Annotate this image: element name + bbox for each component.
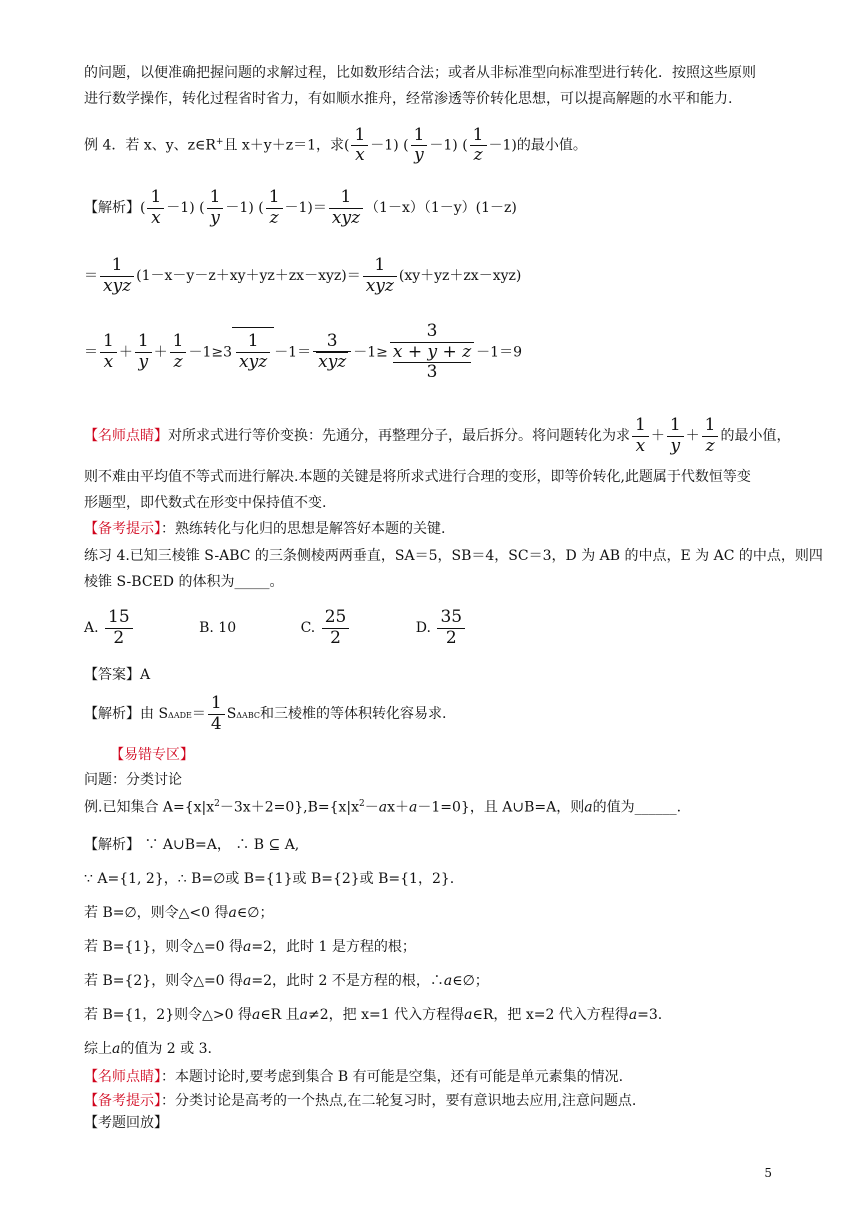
- answer: 【答案】A: [84, 667, 151, 683]
- exercise-line: 棱锥 S-BCED 的体积为_____。: [84, 574, 284, 590]
- analysis-line-3: ＝ $\frac{1}{x}$ ＋ $\frac{1}{y}$ ＋ $\frac{1}{z}$ －1≥3 $\frac{1}{\text{xyz}}$ －1＝ $\frac{3}{\text{xyz}}$ －1≥ 3 x + y + z 3 －1＝9: [84, 321, 522, 383]
- paragraph-line: 进行数学操作，转化过程省时省力，有如顺水推舟，经常渗透等价转化思想，可以提高解题的水平和能力.: [84, 91, 733, 107]
- solution-line: 综上a的值为 2 或 3.: [84, 1041, 212, 1057]
- solution-line: 若 B=∅，则令△<0 得a∈∅；: [84, 905, 274, 921]
- example-line: 例.已知集合 $A=\{x|x^2-3x+2=0\},B=\{x|x^2-ax+a-1=0\}$，且 A∪B=A，则a的值为______.: [84, 799, 682, 816]
- analysis-2: 【解析】由 SΔADE＝ $\frac{1}{4}$ SΔABC和三棱椎的等体积转化容易求.: [84, 692, 447, 734]
- solution-line: 若 B={1}，则令△=0 得a=2，此时 1 是方程的根；: [84, 939, 416, 955]
- tips-line-2: 【名师点睛】：本题讨论时,要考虑到集合 B 有可能是空集，还有可能是单元素集的情况.: [84, 1069, 624, 1085]
- paragraph-line: 则不难由平均值不等式而进行解决.本题的关键是将所求式进行合理的变形，即等价转化,此题属于代数恒等变: [84, 469, 751, 485]
- solution-line: 若 B={1，2}则令△>0 得a∈R 且a≠2，把 x=1 代入方程得a∈R，把 x=2 代入方程得a=3.: [84, 1007, 663, 1023]
- prep-line-2: 【备考提示】：分类讨论是高考的一个热点,在二轮复习时，要有意识地去应用,注意问题点.: [84, 1093, 637, 1109]
- analysis-line-2: ＝ $\frac{1}{\text{xyz}}$ (1－x－y－z＋xy＋yz＋zx－xyz)＝ $\frac{1}{\text{xyz}}$ (xy＋yz＋zx－xyz): [84, 254, 522, 296]
- review-title: 【考题回放】: [84, 1115, 168, 1131]
- analysis-line-1: 【解析】( $\frac{1}{x}$ －1) ( $\frac{1}{y}$ －1) ( $\frac{1}{z}$ －1)＝ $\frac{1}{\text{xyz}}$ （1－x）（1－y）(1－z): [84, 186, 517, 228]
- paragraph-line: 形题型，即代数式在形变中保持值不变.: [84, 495, 327, 511]
- solution-line: 【解析】 ∵ A∪B=A， ∴ B ⊆ A,: [84, 837, 300, 853]
- solution-line: ∵ A={1, 2}，∴ B=∅或 B={1}或 B={2}或 B={1，2}.: [84, 871, 455, 887]
- tips-tag: 【名师点睛】: [84, 428, 168, 444]
- section-title: 【易错专区】: [110, 747, 194, 763]
- example-4: 例 4．若 x、y、z∈R+且 x＋y＋z＝1，求( $\frac{1}{x}$ －1) ( $\frac{1}{y}$ －1) ( $\frac{1}{z}$ －1)的最小值。: [84, 124, 587, 166]
- options: A. $\frac{15}{2}$ B. 10 C. $\frac{25}{2}$ D. $\frac{35}{2}$: [84, 606, 467, 650]
- paragraph-line: 的问题，以便准确把握问题的求解过程，比如数形结合法；或者从非标准型向标准型进行转化．按照这些原则: [84, 65, 756, 81]
- page-number: 5: [764, 1166, 772, 1180]
- problem-line: 问题：分类讨论: [84, 772, 182, 788]
- exercise-line: 练习 4.已知三棱锥 S-ABC 的三条侧棱两两垂直，SA＝5，SB＝4，SC＝3，D 为 AB 的中点，E 为 AC 的中点，则四: [84, 548, 823, 564]
- tips-line-1: 【名师点睛】对所求式进行等价变换：先通分，再整理分子，最后拆分。将问题转化为求 $\frac{1}{x}$ ＋ $\frac{1}{y}$ ＋ $\frac{1}{z}$ 的最小值，: [84, 414, 791, 456]
- analysis-tag: 【解析】: [84, 200, 140, 216]
- solution-line: 若 B={2}，则令△=0 得a=2，此时 2 不是方程的根，∴a∈∅；: [84, 973, 489, 989]
- prep-line: 【备考提示】：熟练转化与化归的思想是解答好本题的关键.: [84, 521, 446, 537]
